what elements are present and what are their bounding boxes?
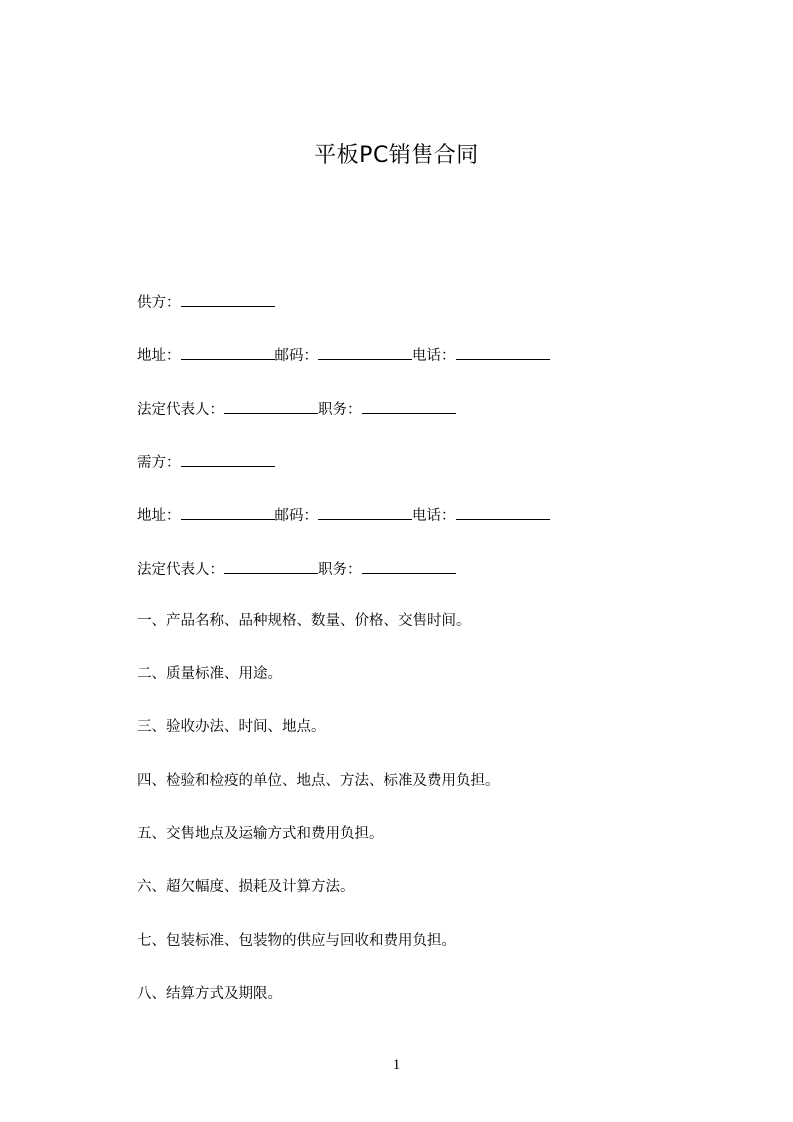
clause-1: 一、产品名称、品种规格、数量、价格、交售时间。 (137, 613, 471, 629)
supplier-position-blank (362, 398, 456, 414)
buyer-legal-rep-label: 法定代表人： (137, 562, 224, 578)
buyer-position-blank (362, 558, 456, 574)
page-number: 1 (392, 1057, 401, 1073)
supplier-name-blank (181, 291, 275, 307)
supplier-position-label: 职务： (318, 402, 362, 418)
buyer-address-blank (181, 504, 275, 520)
buyer-postcode-blank (318, 504, 412, 520)
clause-6: 六、超欠幅度、损耗及计算方法。 (137, 879, 355, 895)
supplier-phone-blank (456, 344, 550, 360)
buyer-legal-rep-blank (224, 558, 318, 574)
buyer-phone-blank (456, 504, 550, 520)
clause-3: 三、验收办法、时间、地点。 (137, 719, 326, 735)
buyer-address-label: 地址： (137, 508, 181, 524)
supplier-postcode-blank (318, 344, 412, 360)
supplier-party-line (137, 291, 275, 313)
buyer-party-label: 需方： (137, 455, 181, 471)
buyer-legal-rep-line (137, 558, 456, 580)
supplier-contact-line (137, 344, 550, 366)
buyer-phone-label: 电话： (412, 508, 456, 524)
clause-4: 四、检验和检疫的单位、地点、方法、标准及费用负担。 (137, 773, 500, 789)
buyer-party-line (137, 451, 275, 473)
buyer-name-blank (181, 451, 275, 467)
supplier-address-blank (181, 344, 275, 360)
buyer-postcode-label: 邮码： (274, 508, 318, 524)
buyer-contact-line (137, 504, 550, 526)
clause-2: 二、质量标准、用途。 (137, 666, 282, 682)
supplier-postcode-label: 邮码： (274, 348, 318, 364)
supplier-address-label: 地址： (137, 348, 181, 364)
buyer-position-label: 职务： (318, 562, 362, 578)
document-title: 平板PC销售合同 (314, 143, 479, 168)
supplier-legal-rep-blank (224, 398, 318, 414)
clause-5: 五、交售地点及运输方式和费用负担。 (137, 826, 384, 842)
supplier-phone-label: 电话： (412, 348, 456, 364)
supplier-legal-rep-label: 法定代表人： (137, 402, 224, 418)
clause-8: 八、结算方式及期限。 (137, 986, 282, 1002)
supplier-legal-rep-line (137, 398, 456, 420)
supplier-party-label: 供方： (137, 295, 181, 311)
clause-7: 七、包装标准、包装物的供应与回收和费用负担。 (137, 933, 456, 949)
